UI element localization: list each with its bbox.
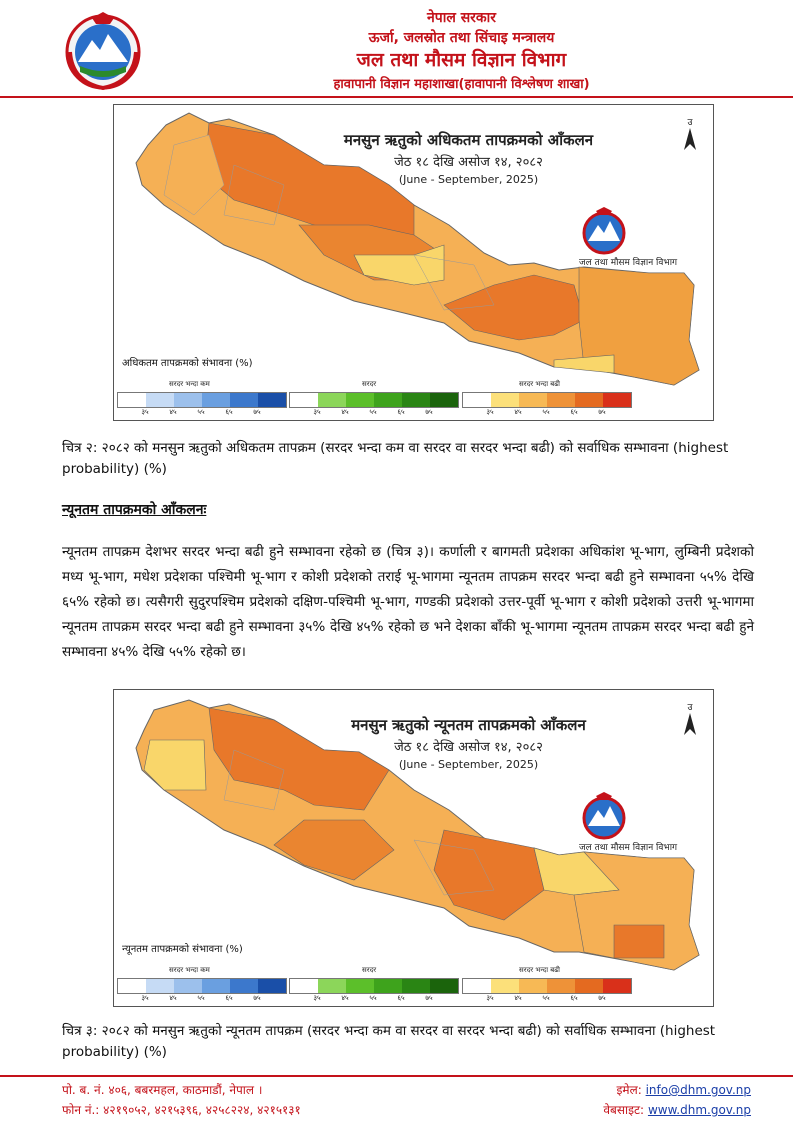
footer-address: पो. ब. नं. ४०६, बबरमहल, काठमाडौं, नेपाल । bbox=[62, 1083, 263, 1097]
legend-swatch bbox=[463, 393, 491, 407]
section-heading: न्यूनतम तापक्रमको आँकलनः bbox=[62, 502, 207, 518]
agency-label: जल तथा मौसम विज्ञान विभाग bbox=[579, 843, 678, 853]
legend-tick: ७५ bbox=[425, 408, 433, 416]
probability-label: अधिकतम तापक्रमको संभावना (%) bbox=[122, 358, 253, 369]
legend-tick: ७५ bbox=[425, 994, 433, 1002]
legend-below-label: सरदर भन्दा कम bbox=[169, 380, 210, 388]
dhm-logo-icon bbox=[574, 205, 634, 257]
legend-swatch bbox=[230, 979, 258, 993]
legend-tick: ३५ bbox=[313, 408, 321, 416]
legend-swatch bbox=[547, 979, 575, 993]
header-department: जल तथा मौसम विज्ञान विभाग bbox=[356, 49, 567, 71]
legend-tick: ५५ bbox=[197, 408, 205, 416]
legend-swatch bbox=[174, 393, 202, 407]
legend-tick: ६५ bbox=[397, 994, 405, 1002]
legend-above-ticks bbox=[476, 408, 616, 417]
legend-swatch bbox=[430, 393, 458, 407]
north-label: उ bbox=[687, 118, 693, 128]
legend-swatch bbox=[402, 979, 430, 993]
figure1-caption: चित्र २: २०८२ को मनसुन ऋतुको अधिकतम तापक्रम (सरदर भन्दा कम वा सरदर वा सरदर भन्दा बढी) को सर्वाधिक सम्भावना (highest probability) (%) bbox=[62, 440, 729, 477]
north-arrow-icon bbox=[683, 115, 697, 150]
map-period: (June - September, 2025) bbox=[398, 758, 539, 771]
dhm-logo-icon bbox=[574, 790, 634, 842]
north-label: उ bbox=[687, 703, 693, 713]
legend-swatch bbox=[202, 393, 230, 407]
agency-label: जल तथा मौसम विज्ञान विभाग bbox=[579, 258, 678, 268]
legend-tick: ७५ bbox=[598, 994, 606, 1002]
legend-swatch bbox=[174, 979, 202, 993]
legend-tick: ४५ bbox=[514, 408, 522, 416]
legend-tick: ५५ bbox=[369, 408, 377, 416]
legend-below-ticks bbox=[131, 994, 271, 1003]
footer-left bbox=[62, 1080, 301, 1120]
probability-label: न्यूनतम तापक्रमको संभावना (%) bbox=[122, 944, 243, 955]
header-divider bbox=[0, 96, 793, 98]
legend-swatch bbox=[519, 979, 547, 993]
legend-swatch bbox=[258, 393, 286, 407]
north-arrow-icon bbox=[683, 700, 697, 735]
max-temperature-map bbox=[113, 104, 714, 421]
legend-tick: ७५ bbox=[253, 408, 261, 416]
min-temperature-map bbox=[113, 689, 714, 1007]
legend-tick: ४५ bbox=[514, 994, 522, 1002]
government-emblem-icon bbox=[62, 10, 144, 92]
legend-tick: ५५ bbox=[197, 994, 205, 1002]
legend-tick: ६५ bbox=[570, 994, 578, 1002]
footer-right bbox=[603, 1080, 751, 1120]
legend-tick: ३५ bbox=[486, 994, 494, 1002]
footer-divider bbox=[0, 1075, 793, 1077]
legend-swatch bbox=[519, 393, 547, 407]
legend-normal-bar bbox=[289, 978, 459, 994]
legend-swatch bbox=[430, 979, 458, 993]
legend-tick: ४५ bbox=[341, 408, 349, 416]
legend-above-bar bbox=[462, 978, 632, 994]
legend-tick: ४५ bbox=[169, 994, 177, 1002]
legend-swatch bbox=[118, 979, 146, 993]
legend-above-label: सरदर भन्दा बढी bbox=[519, 380, 560, 388]
legend-tick: ४५ bbox=[169, 408, 177, 416]
legend-tick: ६५ bbox=[225, 994, 233, 1002]
legend-tick: ७५ bbox=[253, 994, 261, 1002]
legend-swatch bbox=[547, 393, 575, 407]
legend-swatch bbox=[603, 979, 631, 993]
legend-above-ticks bbox=[476, 994, 616, 1003]
legend-swatch bbox=[575, 979, 603, 993]
header-ministry: ऊर्जा, जलस्रोत तथा सिंचाइ मन्त्रालय bbox=[368, 30, 555, 46]
legend-swatch bbox=[146, 393, 174, 407]
legend-normal-label: सरदर bbox=[362, 380, 377, 388]
legend-swatch bbox=[374, 979, 402, 993]
legend-tick: ६५ bbox=[397, 408, 405, 416]
legend-tick: ५५ bbox=[369, 994, 377, 1002]
legend-swatch bbox=[146, 979, 174, 993]
legend-normal-ticks bbox=[303, 408, 443, 417]
legend-swatch bbox=[346, 979, 374, 993]
legend-tick: ५५ bbox=[542, 408, 550, 416]
email-label: इमेल: bbox=[616, 1083, 642, 1097]
legend-tick: ६५ bbox=[570, 408, 578, 416]
legend-tick: ३५ bbox=[141, 408, 149, 416]
legend-swatch bbox=[258, 979, 286, 993]
legend-below-bar bbox=[117, 978, 287, 994]
legend-swatch bbox=[202, 979, 230, 993]
legend-tick: ६५ bbox=[225, 408, 233, 416]
map-subtitle: जेठ १८ देखि असोज १४, २०८२ bbox=[394, 740, 543, 755]
map-title: मनसुन ऋतुको अधिकतम तापक्रमको आँकलन bbox=[343, 131, 594, 149]
legend-swatch bbox=[346, 393, 374, 407]
legend-tick: ५५ bbox=[542, 994, 550, 1002]
legend-above-bar bbox=[462, 392, 632, 408]
legend-normal-ticks bbox=[303, 994, 443, 1003]
header-division: हावापानी विज्ञान महाशाखा(हावापानी विश्लेषण शाखा) bbox=[333, 77, 590, 92]
legend-normal-label: सरदर bbox=[362, 966, 377, 974]
legend-below-ticks bbox=[131, 408, 271, 417]
legend-normal-bar bbox=[289, 392, 459, 408]
legend-swatch bbox=[603, 393, 631, 407]
website-label: वेबसाइट: bbox=[603, 1103, 645, 1117]
legend-swatch bbox=[318, 979, 346, 993]
legend-swatch bbox=[290, 393, 318, 407]
legend-swatch bbox=[374, 393, 402, 407]
map-period: (June - September, 2025) bbox=[398, 173, 539, 186]
legend-below-bar bbox=[117, 392, 287, 408]
legend-below-label: सरदर भन्दा कम bbox=[169, 966, 210, 974]
header-government: नेपाल सरकार bbox=[426, 10, 496, 26]
legend-swatch bbox=[118, 393, 146, 407]
legend-swatch bbox=[463, 979, 491, 993]
legend-swatch bbox=[290, 979, 318, 993]
legend-swatch bbox=[230, 393, 258, 407]
map-title: मनसुन ऋतुको न्यूनतम तापक्रमको आँकलन bbox=[351, 716, 586, 734]
legend-tick: ३५ bbox=[141, 994, 149, 1002]
legend-swatch bbox=[318, 393, 346, 407]
legend-swatch bbox=[575, 393, 603, 407]
legend-above-label: सरदर भन्दा बढी bbox=[519, 966, 560, 974]
legend-swatch bbox=[491, 393, 519, 407]
website-link[interactable]: www.dhm.gov.np bbox=[647, 1103, 751, 1117]
legend-tick: ३५ bbox=[486, 408, 494, 416]
legend-swatch bbox=[402, 393, 430, 407]
figure2-caption: चित्र ३: २०८२ को मनसुन ऋतुको न्यूनतम तापक्रम (सरदर भन्दा कम वा सरदर वा सरदर भन्दा बढी) को सर्वाधिक सम्भावना (highest probability) (%) bbox=[62, 1023, 716, 1060]
legend-tick: ७५ bbox=[598, 408, 606, 416]
email-link[interactable]: info@dhm.gov.np bbox=[645, 1083, 751, 1097]
legend-tick: ३५ bbox=[313, 994, 321, 1002]
legend-tick: ४५ bbox=[341, 994, 349, 1002]
body-paragraph: न्यूनतम तापक्रम देशभर सरदर भन्दा बढी हुने सम्भावना रहेको छ (चित्र ३)। कर्णाली र बागमती प्रदेशका अधिकांश भू-भाग, लुम्बिनी प्रदेशको मध्य भू-भाग, मधेश प्रदेशका पश्चिमी भू-भाग र कोशी प्रदेशको तराई भू-भागमा न्यूनतम तापक्रम सरदर भन्दा बढी हुने सम्भावना ५५% देखि ६५% रहेको छ। त्यसैगरी सुदुरपश्चिम प्रदेशको दक्षिण-पश्चिमी भू-भाग, गण्डकी प्रदेशको उत्तर-पूर्वी भू-भाग र कोशी प्रदेशको उत्तरी भू-भागमा न्यूनतम तापक्रम सरदर भन्दा बढी हुने सम्भावना ३५% देखि ४५% रहेको छ भने देशका बाँकी भू-भागमा न्यूनतम तापक्रम सरदर भन्दा बढी हुने सम्भावना ४५% देखि ५५% रहेको छ। bbox=[62, 544, 754, 660]
legend-swatch bbox=[491, 979, 519, 993]
map-subtitle: जेठ १८ देखि असोज १४, २०८२ bbox=[394, 155, 543, 170]
footer-phone: फोन नं.: ४२१९०५२, ४२१५३९६, ४२५८२२४, ४२१५१३१ bbox=[62, 1103, 301, 1117]
